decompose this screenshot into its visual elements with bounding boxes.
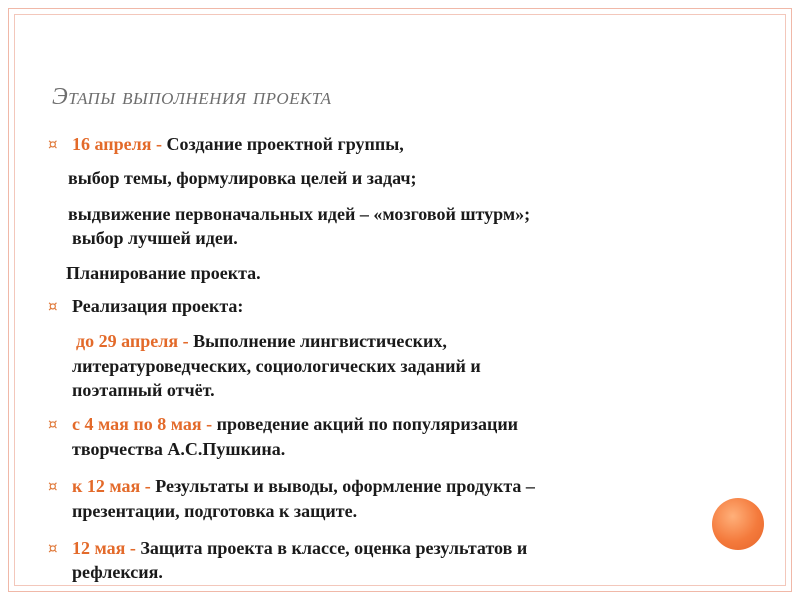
list-item [72, 561, 163, 583]
stage-text: творчества А.С.Пушкина. [72, 439, 286, 459]
list-item [72, 438, 285, 460]
slide-title: Этапы выполнения проекта [52, 84, 332, 110]
stage-text: презентации, подготовка к защите. [72, 501, 358, 521]
list-item [68, 203, 530, 225]
stage-date: к 12 мая - [72, 476, 156, 496]
stage-text: Выполнение лингвистических, [193, 331, 447, 351]
list-item [72, 475, 535, 497]
list-item [68, 167, 417, 189]
bullet-icon: ¤ [48, 415, 58, 433]
list-item [72, 355, 481, 377]
stage-text: литературоведческих, социологических заданий и [72, 356, 481, 376]
stage-text: Планирование проекта. [66, 263, 261, 283]
list-item [72, 133, 404, 155]
stage-text: выбор темы, формулировка целей и задач; [68, 168, 417, 188]
stage-text: Реализация проекта: [72, 296, 244, 316]
stage-text: выдвижение первоначальных идей – «мозговой штурм»; [68, 204, 531, 224]
bullet-icon: ¤ [48, 477, 58, 495]
stage-text: Защита проекта в классе, оценка результатов и [140, 538, 528, 558]
list-item [72, 413, 518, 435]
stage-text: проведение акций по популяризации [216, 414, 519, 434]
stage-date: 12 мая - [72, 538, 141, 558]
stage-date: 16 апреля - [72, 134, 167, 154]
stage-text: поэтапный отчёт. [72, 380, 215, 400]
bullet-icon: ¤ [48, 297, 58, 315]
stage-text: рефлексия. [72, 562, 163, 582]
list-item [76, 330, 447, 352]
list-item [72, 500, 357, 522]
stage-date: с 4 мая по 8 мая - [72, 414, 217, 434]
stage-text: Создание проектной группы, [166, 134, 404, 154]
list-item [72, 295, 243, 317]
list-item [72, 227, 238, 249]
stage-date: до 29 апреля - [76, 331, 194, 351]
list-item [66, 262, 261, 284]
bullet-icon: ¤ [48, 135, 58, 153]
bullet-icon: ¤ [48, 539, 58, 557]
decorative-orange-circle [712, 498, 764, 550]
list-item [72, 537, 527, 559]
stage-text: Результаты и выводы, оформление продукта – [155, 476, 535, 496]
list-item [72, 379, 215, 401]
stage-text: выбор лучшей идеи. [72, 228, 238, 248]
